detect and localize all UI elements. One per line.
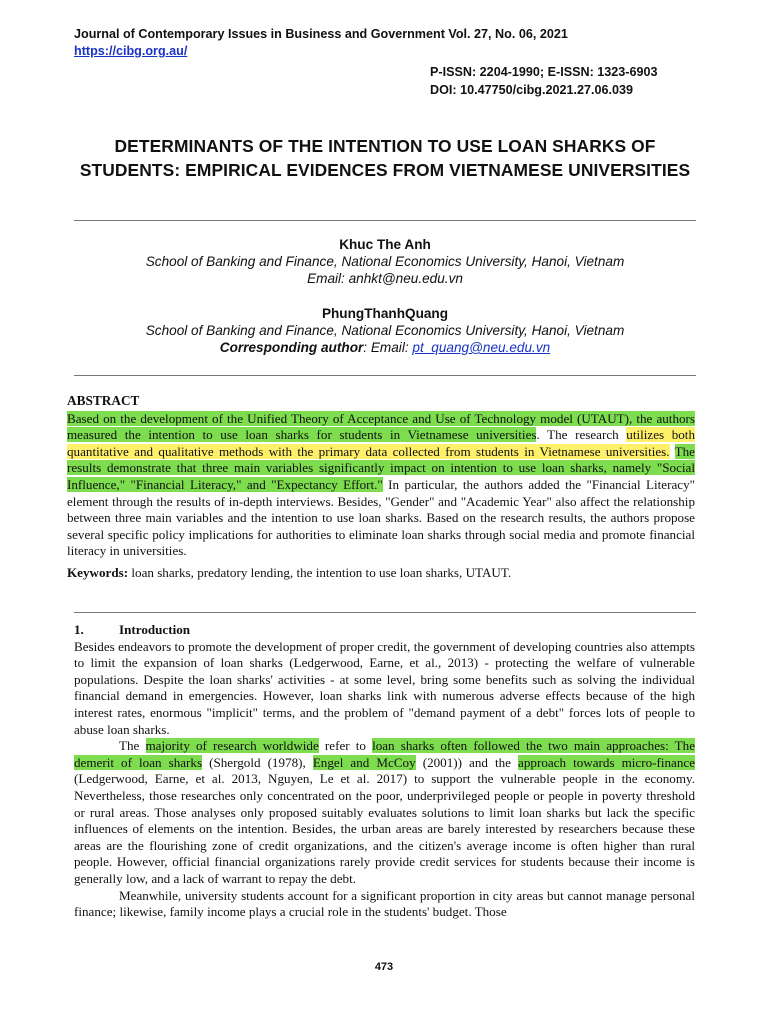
text-fragment: (Ledgerwood, Earne, et al. 2013, Nguyen, Le et al. 2017) to support the vulnerable people in the economy. Nevertheless, those researches only concentrated on the poor, underprivileged people or people in poverty threshold or rural areas. Those analyses only proposed suitably evaluates solutions to limit loan sharks but lack the specific influences of elements on the intention. Besides, the urban areas are barely interested by researchers because these areas are the flourishing zone of credit organizations, and the citizen's average income is often higher than rural people. However, official financial organizations rarely provide credit services for students because their income is generally low, and a lack of warrant to repay the debt. <box>74 771 695 886</box>
introduction-section <box>74 622 695 921</box>
corresponding-author-label: Corresponding author <box>219 340 364 355</box>
keywords-label: Keywords: <box>67 564 129 580</box>
corresponding-email-prefix: : Email: <box>363 340 413 355</box>
paper-title: DETERMINANTS OF THE INTENTION TO USE LOAN SHARKS OF STUDENTS: EMPIRICAL EVIDENCES FROM VIETNAMESE UNIVERSITIES <box>79 136 691 180</box>
section-heading <box>74 622 695 639</box>
abstract-section <box>67 393 695 582</box>
paragraph: Besides endeavors to promote the development of proper credit, the government of developing countries also attempts to limit the expansion of loan sharks (Ledgerwood, Earne, et al., 2013) - protecting the welfare of vulnerable populations. Despite the loan sharks' activities - at some level, bring some benefits such as solving the individual financial demand in emergencies. However, loan sharks link with numerous adverse effects because of the high interest rates, enormous "implicit" terms, and the problem of "demand payment of a debt" forces lots of people to abuse loan sharks. <box>74 638 695 737</box>
highlight-yellow: utilizes both quantitative and qualitative methods with the primary data collected from students in Vietnamese universities. <box>67 427 695 459</box>
abstract-fragment <box>670 444 675 459</box>
keywords-list: loan sharks, predatory lending, the intention to use loan sharks, UTAUT. <box>128 564 512 580</box>
author-affiliation: School of Banking and Finance, National Economics University, Hanoi, Vietnam <box>145 323 625 338</box>
author-affiliation: School of Banking and Finance, National Economics University, Hanoi, Vietnam <box>145 254 625 269</box>
section-title: Introduction <box>119 622 191 637</box>
journal-url-link[interactable]: https://cibg.org.au/ <box>74 44 188 58</box>
highlight-green: Based on the development of the Unified Theory of Acceptance and Use of Technology model (UTAUT), the authors measured the intention to use loan sharks for students in Vietnamese universities <box>67 410 695 443</box>
author-email: Email: anhkt@neu.edu.vn <box>307 271 463 286</box>
issn-line: P-ISSN: 2204-1990; E-ISSN: 1323-6903 <box>430 65 658 79</box>
abstract-fragment: In particular, the authors added the "Financial Literacy" element through the results of in-depth interviews. Besides, "Gender" and "Academic Year" also affect the relationship between three main variables and the intention to use loan sharks. Based on the research results, the authors propose several specific policy implications for authorities to eliminate loan sharks through social media and promote financial literacy in universities. <box>67 476 695 559</box>
abstract-fragment: . The research <box>536 427 627 443</box>
author-name: PhungThanhQuang <box>321 306 449 321</box>
section-number: 1. <box>74 622 84 637</box>
text-fragment: (2001)) and the <box>415 754 519 770</box>
abstract-heading: ABSTRACT <box>67 393 140 408</box>
text-fragment: (Shergold (1978), <box>202 754 313 770</box>
doi-line: DOI: 10.47750/cibg.2021.27.06.039 <box>430 83 634 97</box>
journal-header <box>74 26 694 97</box>
author-name: Khuc The Anh <box>339 237 431 252</box>
intro-divider <box>74 612 696 613</box>
paragraph: Meanwhile, university students account for a significant proportion in city areas but cannot manage personal finance; likewise, family income plays a crucial role in the students' budget. Those <box>74 887 695 920</box>
corresponding-email-link[interactable]: pt_quang@neu.edu.vn <box>412 340 551 355</box>
text-fragment: refer to <box>318 738 373 754</box>
text-fragment: The <box>119 738 146 754</box>
page-number: 473 <box>374 961 394 973</box>
title-divider <box>74 220 696 221</box>
paragraph <box>74 738 695 887</box>
journal-name: Journal of Contemporary Issues in Business and Government Vol. 27, No. 06, 2021 <box>74 27 568 41</box>
highlight-green: The results demonstrate that three main variables significantly impact on intention to use loan sharks, namely "Social Influence," "Financial Literacy," and "Expectancy Effort." <box>67 443 695 492</box>
abstract-divider <box>74 375 696 376</box>
highlight-green: majority of research worldwide <box>145 738 319 754</box>
abstract-text <box>67 411 695 560</box>
corresponding-author-line <box>74 339 696 356</box>
highlight-green: Engel and McCoy <box>312 754 416 770</box>
keywords-line <box>67 565 695 582</box>
author-block <box>74 236 696 356</box>
highlight-green: approach towards micro-finance <box>518 754 696 770</box>
highlight-green: loan sharks often followed the two main approaches: The demerit of loan sharks <box>74 738 696 770</box>
